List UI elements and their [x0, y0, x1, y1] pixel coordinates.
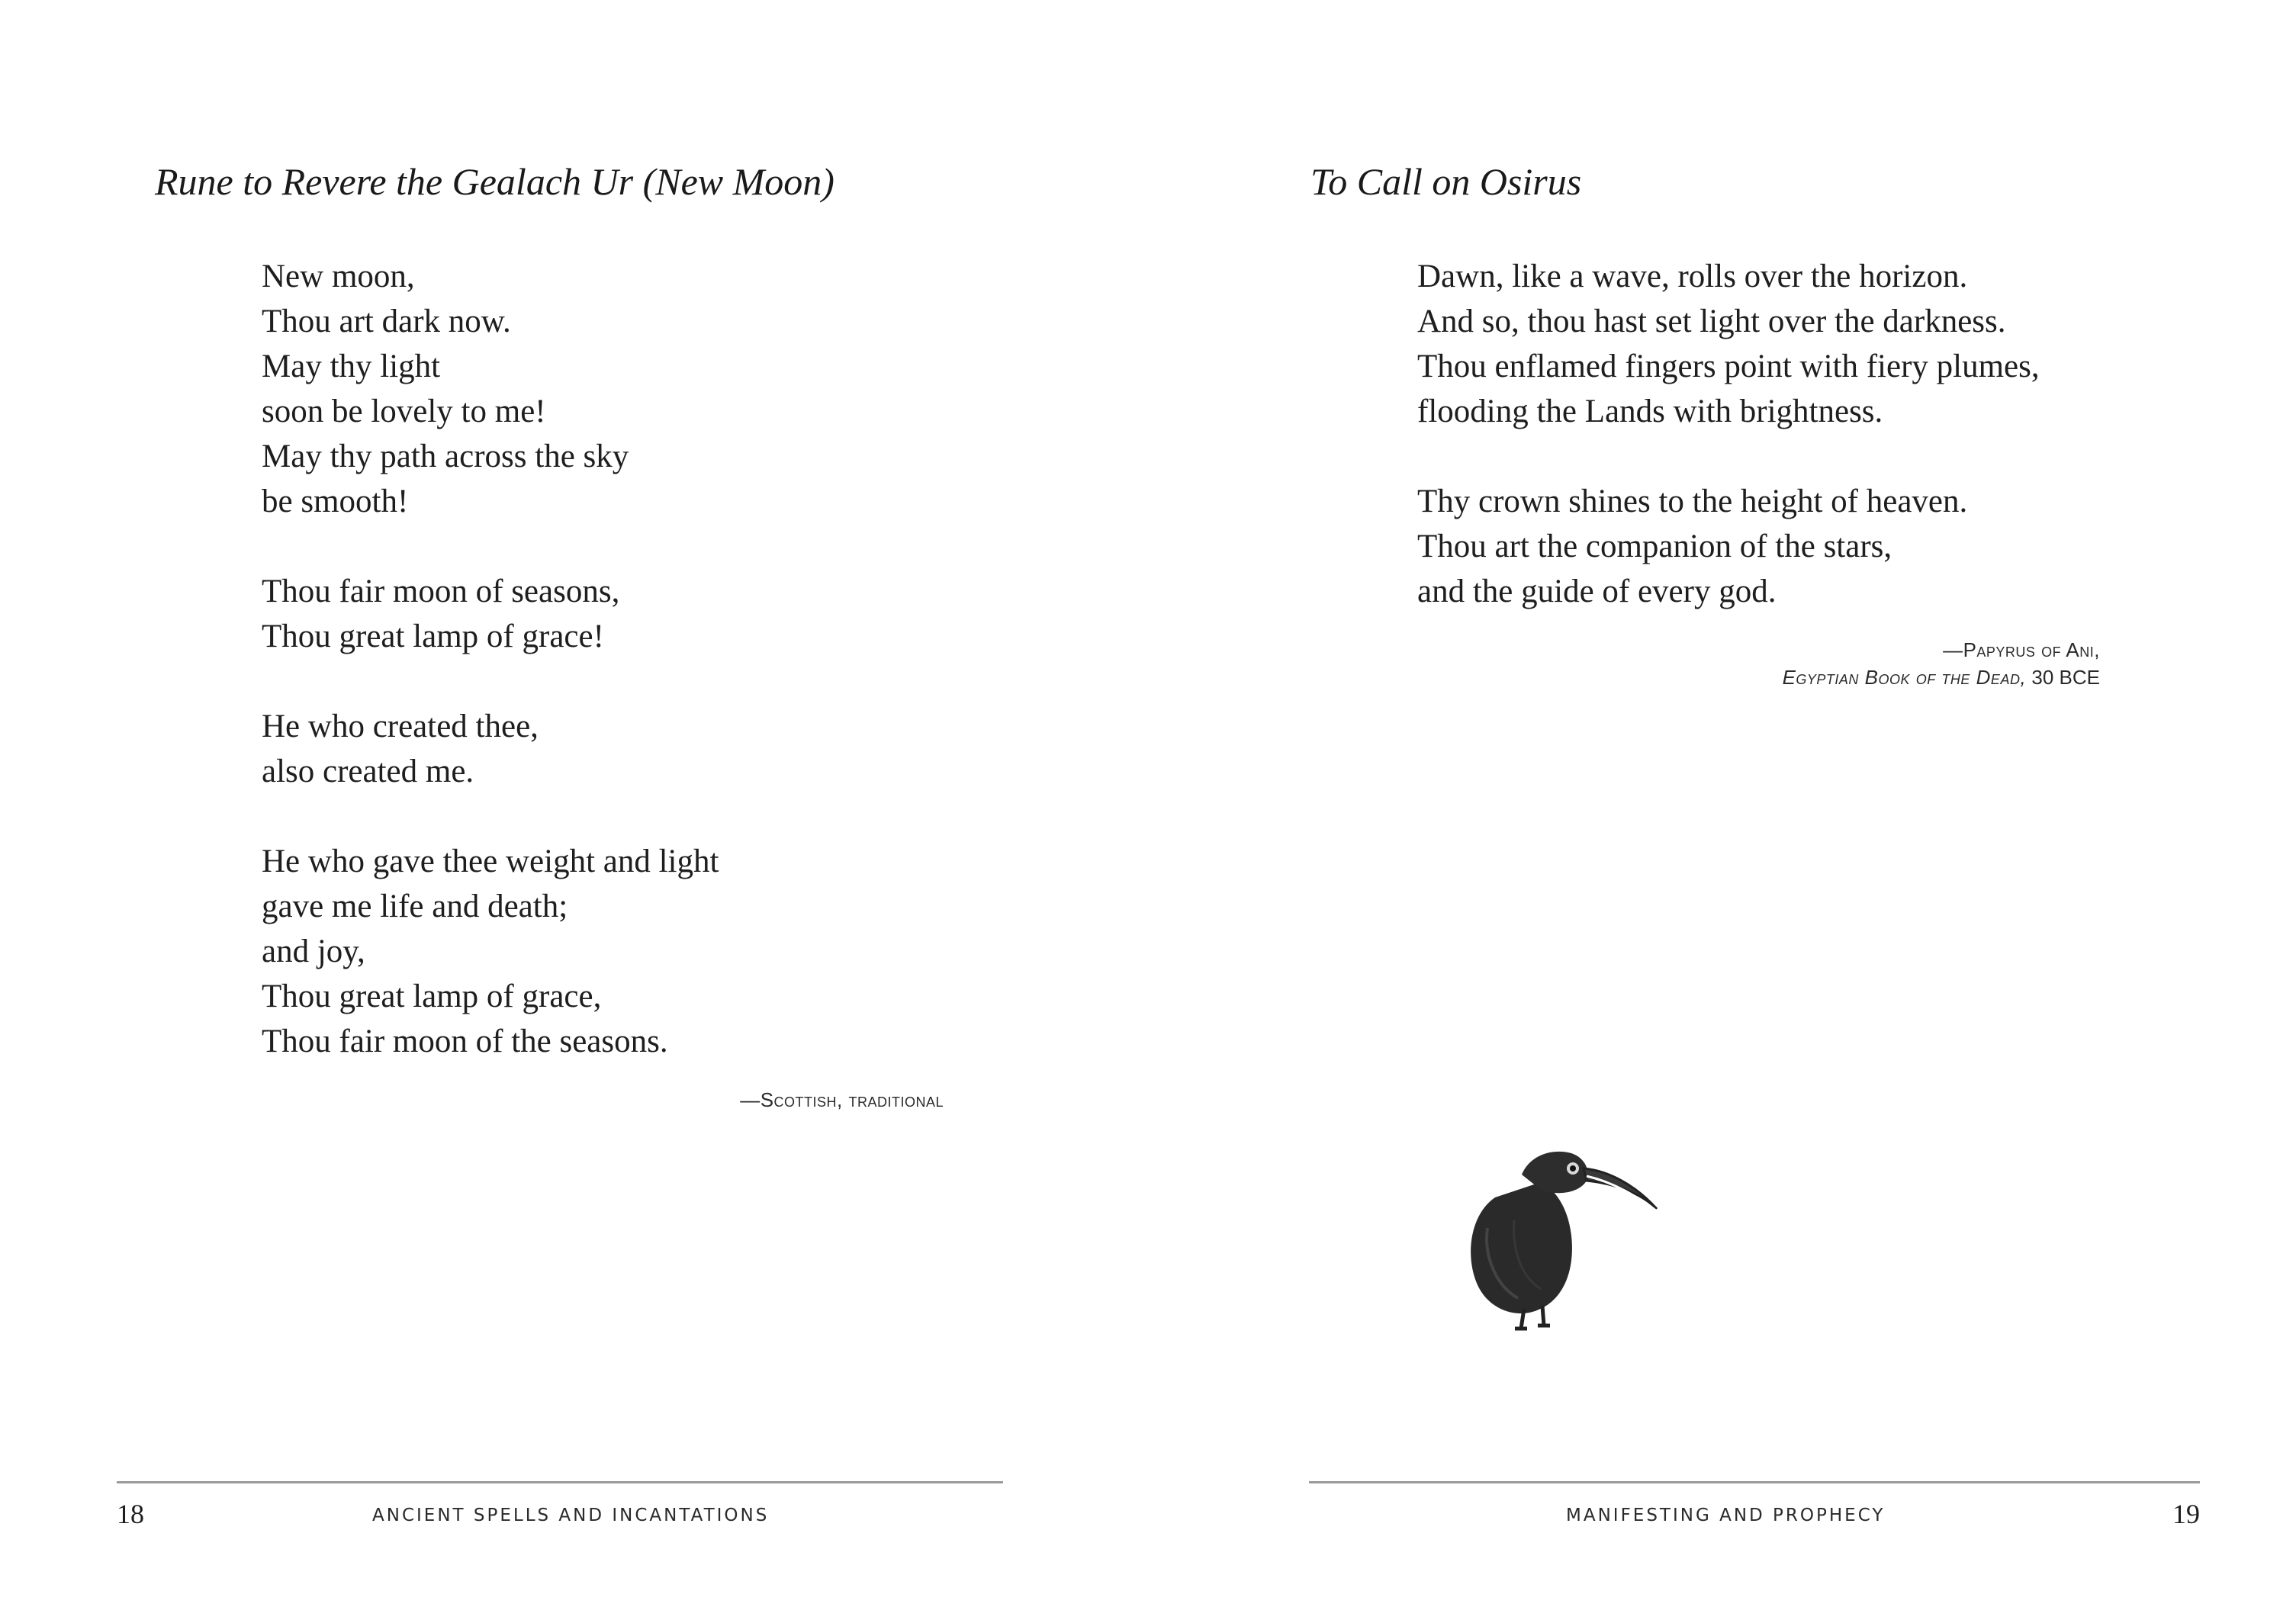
- poem-line: Thou great lamp of grace,: [262, 979, 602, 1014]
- attribution: [740, 1086, 944, 1114]
- poem-line: and joy,: [262, 934, 365, 969]
- poem-line: May thy light: [262, 349, 441, 384]
- stanza: [262, 839, 986, 1064]
- poem-line: Thou enflamed fingers point with fiery plumes,: [1417, 349, 2040, 384]
- footer-rule: [117, 1481, 1003, 1483]
- page-number: 19: [2172, 1499, 2200, 1529]
- attribution-source: —Papyrus of Ani,: [1943, 638, 2100, 661]
- poem-line: also created me.: [262, 754, 474, 789]
- poem-line: He who gave thee weight and light: [262, 844, 719, 879]
- poem-line: Thou fair moon of seasons,: [262, 574, 620, 609]
- poem-line: Thou art the companion of the stars,: [1417, 529, 1892, 564]
- poem-title: To Call on Osirus: [1310, 160, 1582, 203]
- poem-line: soon be lovely to me!: [262, 394, 546, 429]
- poem-body: [1417, 254, 2180, 614]
- poem-line: Thou fair moon of the seasons.: [262, 1024, 668, 1059]
- attribution-date: 30 BCE: [2026, 666, 2100, 689]
- poem-body: [262, 254, 986, 1064]
- poem-line: And so, thou hast set light over the darkness.: [1417, 304, 2006, 339]
- stanza: [1417, 479, 2180, 614]
- poem-line: He who created thee,: [262, 709, 539, 744]
- ibis-bird-icon: [1442, 1129, 1693, 1342]
- attribution-work: Egyptian Book of the Dead,: [1782, 666, 2027, 689]
- right-page: [1148, 0, 2296, 1607]
- poem-line: flooding the Lands with brightness.: [1417, 394, 1883, 429]
- attribution: [1783, 636, 2100, 691]
- poem-line: Dawn, like a wave, rolls over the horizon.: [1417, 259, 1968, 294]
- page-number: 18: [117, 1499, 144, 1529]
- poem-line: New moon,: [262, 259, 415, 294]
- footer-rule: [1309, 1481, 2200, 1483]
- poem-line: gave me life and death;: [262, 889, 568, 924]
- poem-line: Thou art dark now.: [262, 304, 511, 339]
- poem-line: Thy crown shines to the height of heaven.: [1417, 484, 1968, 519]
- poem-line: May thy path across the sky: [262, 439, 629, 474]
- poem-title: Rune to Revere the Gealach Ur (New Moon): [155, 160, 834, 203]
- running-head: MANIFESTING AND PROPHECY: [1566, 1506, 1886, 1525]
- attribution-work-line: [1783, 664, 2100, 691]
- running-head: ANCIENT SPELLS AND INCANTATIONS: [372, 1506, 770, 1525]
- stanza: [262, 569, 986, 659]
- stanza: [262, 704, 986, 794]
- poem-line: and the guide of every god.: [1417, 574, 1777, 609]
- stanza: [1417, 254, 2180, 434]
- stanza: [262, 254, 986, 524]
- attribution-source: —Scottish, traditional: [740, 1088, 944, 1111]
- poem-line: be smooth!: [262, 484, 409, 519]
- poem-line: Thou great lamp of grace!: [262, 619, 604, 654]
